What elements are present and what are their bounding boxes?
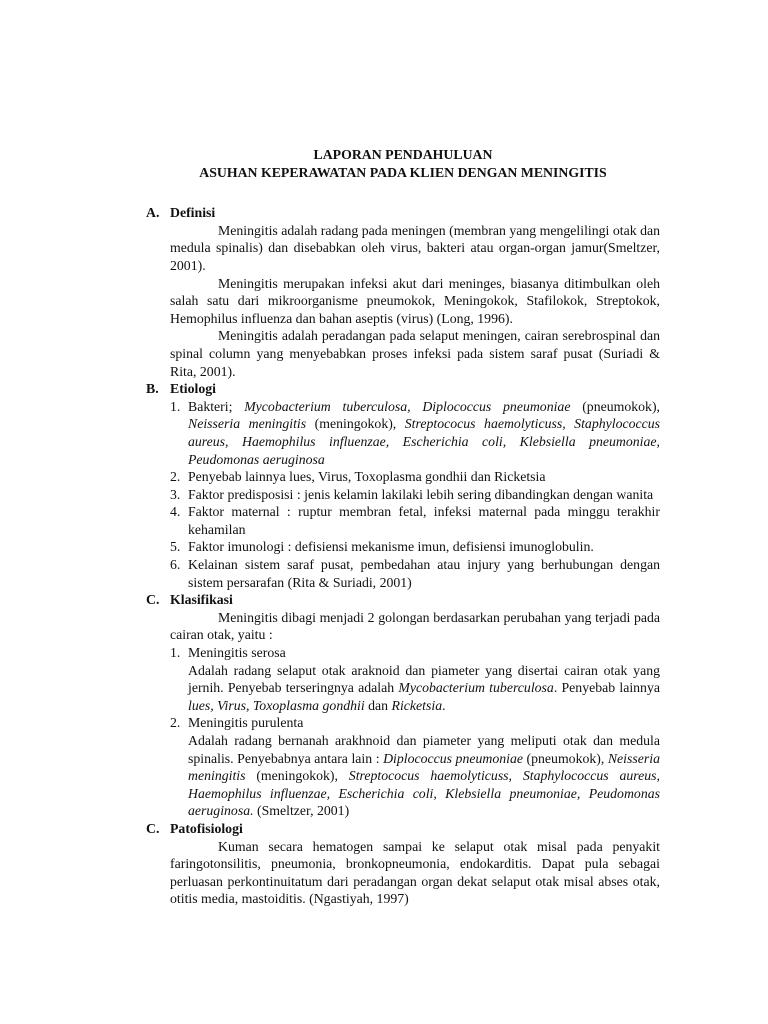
etiologi-item-2: 2. Penyebab lainnya lues, Virus, Toxoplasma gondhii dan Ricketsia bbox=[170, 469, 546, 485]
etiologi-item-3: 3. Faktor predisposisi : jenis kelamin lakilaki lebih sering dibandingkan dengan wanita bbox=[170, 486, 654, 502]
section-b-letter: B. bbox=[146, 381, 159, 397]
section-d-body bbox=[170, 838, 660, 908]
definisi-paragraph-3: Meningitis adalah peradangan pada selaput meningen, cairan serebrospinal dan spinal column yang menyebabkan proses infeksi pada sistem saraf pusat (Suriadi & Rita, 2001). bbox=[170, 328, 660, 379]
klasifikasi-item-1-title: Meningitis serosa bbox=[188, 645, 286, 661]
definisi-paragraph-2: Meningitis merupakan infeksi akut dari meninges, biasanya ditimbulkan oleh salah satu dari mikroorganisme pneumokok, Meningokok, Stafilokok, Streptokok, Hemophilus influenza dan bahan aseptis (virus) (Long, 1996). bbox=[170, 275, 660, 326]
klasifikasi-item-2-title: Meningitis purulenta bbox=[188, 715, 304, 731]
patofisiologi-paragraph-1: Kuman secara hematogen sampai ke selaput otak misal pada penyakit faringotonsilitis, pneumonia, bronkopneumonia, endokarditis. Dapat pula sebagai perluasan perkontinuitatum dari peradangan organ dekat selaput otak misal abses otak, otitis media, mastoiditis. (Ngastiyah, 1997) bbox=[170, 838, 660, 907]
section-a-body bbox=[170, 222, 660, 380]
document-body bbox=[146, 146, 660, 908]
section-b-body bbox=[170, 398, 660, 592]
title-line-2: ASUHAN KEPERAWATAN PADA KLIEN DENGAN MENINGITIS bbox=[199, 164, 607, 180]
section-c-body bbox=[170, 609, 660, 820]
etiologi-list bbox=[170, 398, 660, 592]
klasifikasi-item-1: 1. Meningitis serosa bbox=[170, 645, 286, 661]
section-d-title: Patofisiologi bbox=[170, 820, 243, 836]
section-c-title: Klasifikasi bbox=[170, 592, 233, 608]
etiologi-item-4: 4. Faktor maternal : ruptur membran fetal, infeksi maternal pada minggu terakhir kehamilan bbox=[170, 504, 660, 537]
klasifikasi-list-2 bbox=[170, 714, 660, 732]
section-a-heading bbox=[146, 204, 660, 222]
section-d-heading bbox=[146, 820, 660, 838]
section-d-letter: C. bbox=[146, 820, 160, 836]
definisi-paragraph-1: Meningitis adalah radang pada meningen (membran yang mengelilingi otak dan medula spinalis) dan disebabkan oleh virus, bakteri atau organ-organ jamur(Smeltzer, 2001). bbox=[170, 222, 660, 273]
klasifikasi-item-2-description: Adalah radang bernanah arakhnoid dan piameter yang meliputi otak dan medula spinalis. Penyebabnya antara lain : Diplococcus pneumoniae (pneumokok), Neisseria meningitis (meningokok), Streptococus haemolyticuss, Staphylococcus aureus, Haemophilus influenzae, Escherichia coli, Klebsiella pneumoniae, Peudomonas aeruginosa. (Smeltzer, 2001) bbox=[188, 733, 660, 819]
etiologi-item-1: 1. Bakteri; Mycobacterium tuberculosa, Diplococcus pneumoniae (pneumokok), Neisseria meningitis (meningokok), Streptococus haemolyticuss, Staphylococcus aureus, Haemophilus influenzae, Escherichia coli, Klebsiella pneumoniae, Peudomonas aeruginosa bbox=[170, 398, 661, 467]
section-a-title: Definisi bbox=[170, 205, 216, 221]
section-c-letter: C. bbox=[146, 592, 160, 608]
etiologi-item-5: 5. Faktor imunologi : defisiensi mekanisme imun, defisiensi imunoglobulin. bbox=[170, 539, 594, 555]
section-b-heading bbox=[146, 380, 660, 398]
klasifikasi-list bbox=[170, 644, 660, 662]
section-a-letter: A. bbox=[146, 205, 160, 221]
title-line-1: LAPORAN PENDAHULUAN bbox=[313, 147, 493, 162]
klasifikasi-intro: Meningitis dibagi menjadi 2 golongan berdasarkan perubahan yang terjadi pada cairan otak, yaitu : bbox=[170, 609, 660, 643]
klasifikasi-item-1-description: Adalah radang selaput otak araknoid dan piameter yang disertai cairan otak yang jernih. Penyebab terseringnya adalah Mycobacterium tuberculosa. Penyebab lainnya lues, Virus, Toxoplasma gondhii dan Ricketsia. bbox=[188, 662, 660, 713]
etiologi-item-6: 6. Kelainan sistem saraf pusat, pembedahan atau injury yang berhubungan dengan sistem persarafan (Rita & Suriadi, 2001) bbox=[170, 557, 660, 590]
klasifikasi-item-2: 2. Meningitis purulenta bbox=[170, 715, 304, 731]
section-b-title: Etiologi bbox=[170, 381, 216, 397]
section-c-heading bbox=[146, 591, 660, 609]
